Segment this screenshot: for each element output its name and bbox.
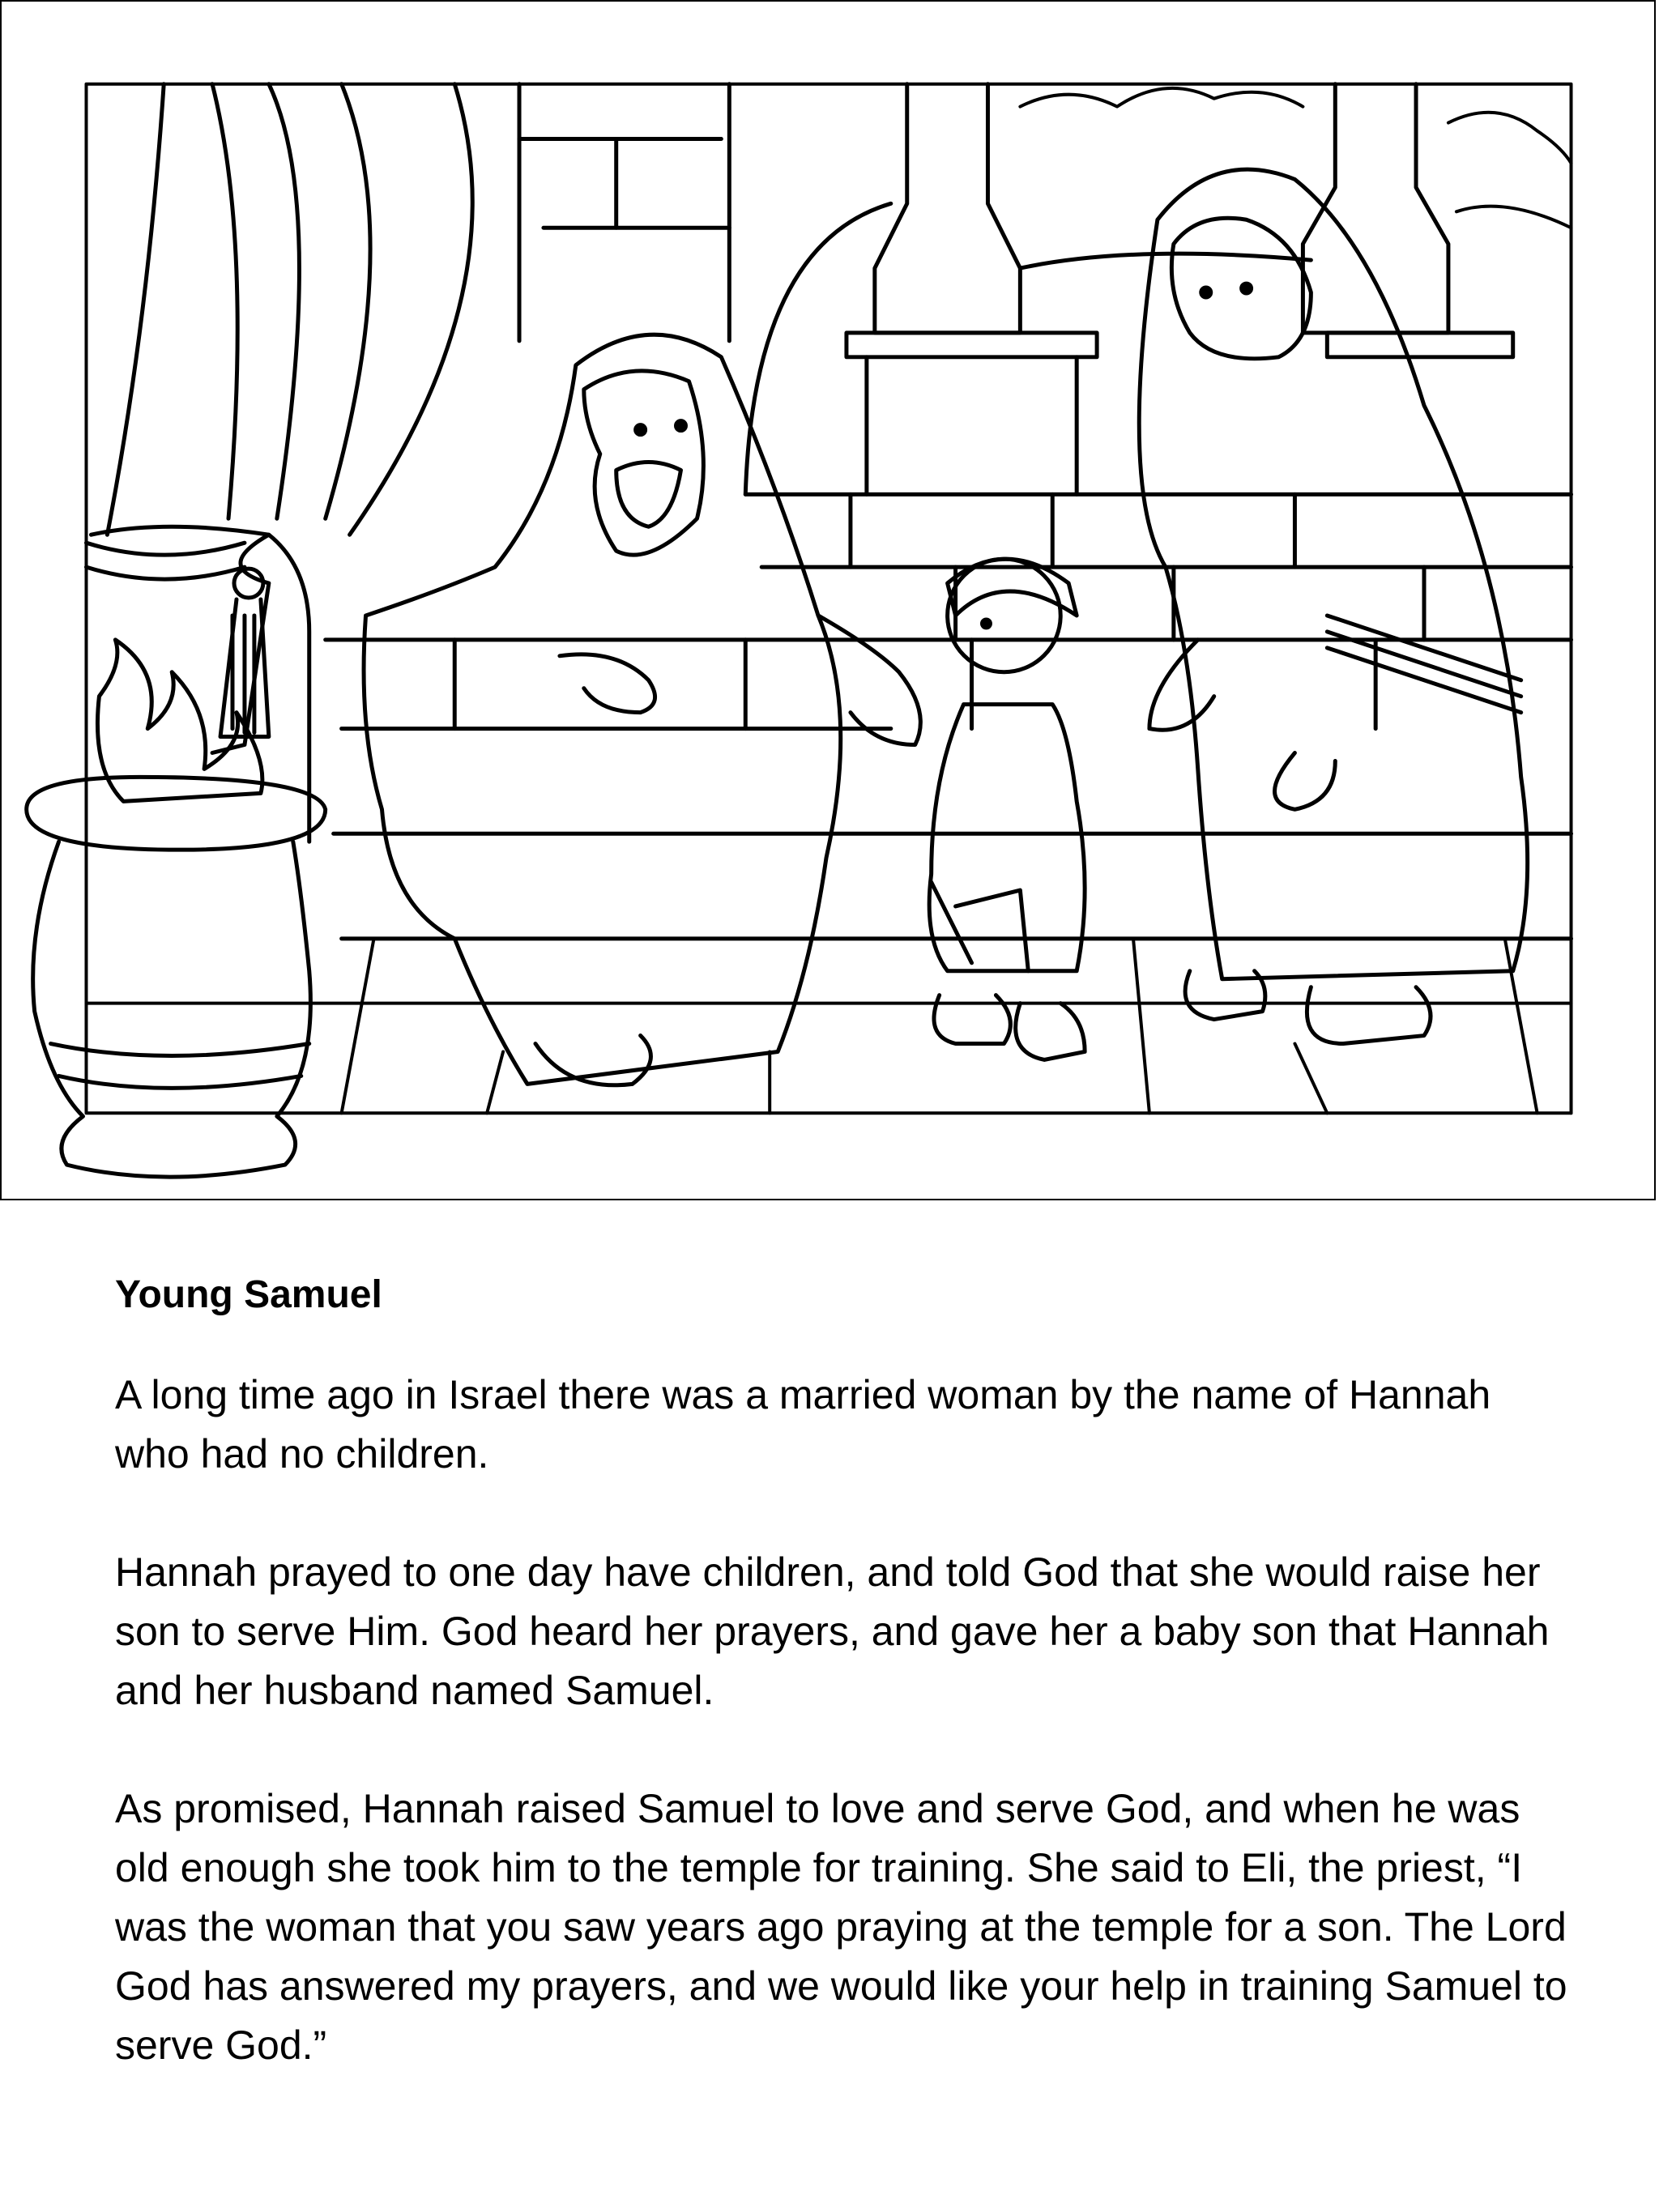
story-paragraph: As promised, Hannah raised Samuel to love and serve God, and when he was old enough she took him to the temple for training. She said to Eli, the priest, “I was the woman that you saw years ago praying at the temple for a son. The Lord God has answered my prayers, and we would like your help in training Samuel to serve God.”: [115, 1785, 1567, 2068]
story-text-block: [115, 1272, 1573, 2134]
story-paragraph: Hannah prayed to one day have children, and told God that she would raise her son to serve Him. God heard her prayers, and gave her a baby son that Hannah and her husband named Samuel.: [115, 1549, 1550, 1713]
urn: [27, 640, 326, 1177]
samuel-figure: [929, 559, 1085, 1059]
arch: [745, 203, 1311, 494]
story-title: Young Samuel: [115, 1273, 382, 1316]
columns: [847, 84, 1513, 495]
story-paragraph: A long time ago in Israel there was a married woman by the name of Hannah who had no children.: [115, 1371, 1491, 1477]
eli-figure: [364, 335, 920, 1085]
coloring-page-illustration-icon: [2, 2, 1654, 1199]
clouds: [1020, 88, 1571, 228]
hannah-figure: [1139, 169, 1527, 1043]
stone-wall: [326, 84, 1572, 939]
